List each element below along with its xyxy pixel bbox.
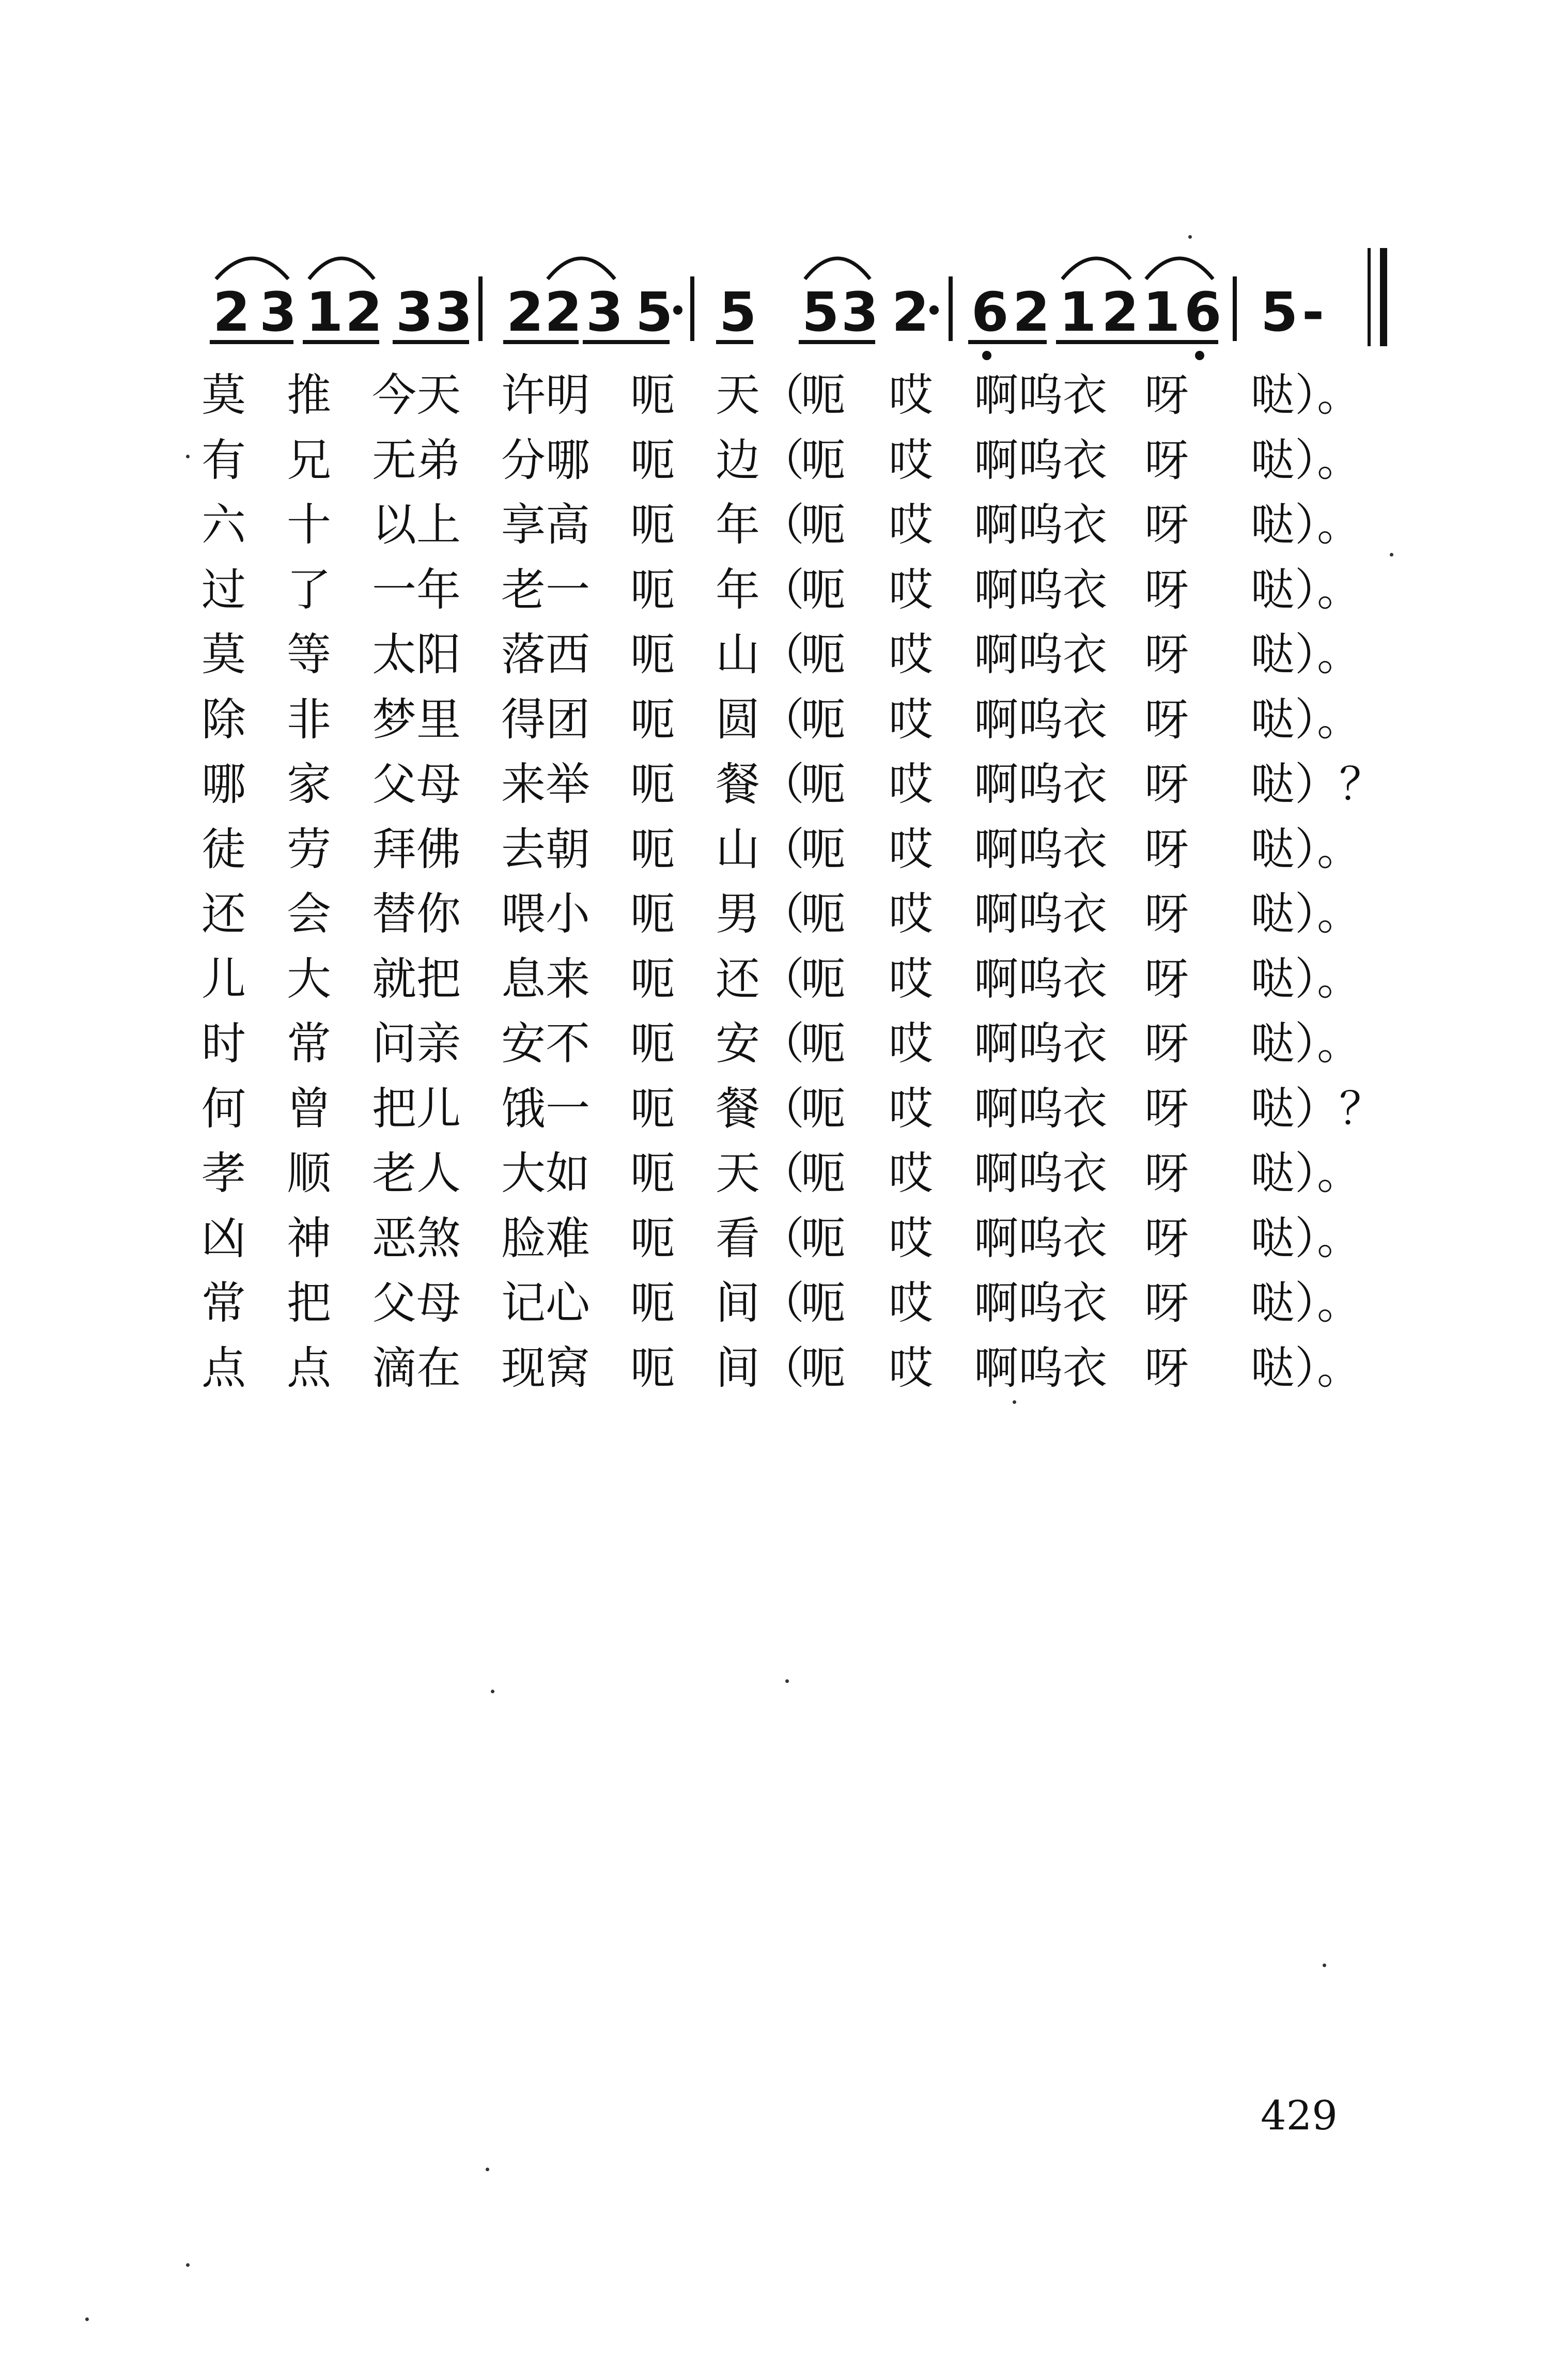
lyric-cell: 呃 — [801, 1083, 845, 1135]
lyric-cell: 呃 — [801, 694, 845, 746]
lyric-cell: 啊呜衣 — [974, 1083, 1107, 1135]
lyric-cell: 呃 — [630, 888, 675, 940]
lyric-cell: 把 — [287, 1277, 331, 1329]
lyric-cell: 呃 — [630, 824, 675, 875]
lyric-cell: 许明 — [501, 369, 590, 421]
lyric-cell: 把儿 — [372, 1083, 461, 1135]
scan-speck — [486, 2168, 489, 2171]
lyric-cell: 还 — [201, 888, 246, 940]
lyric-cell: 哎 — [889, 824, 933, 875]
lyric-cell: 呃 — [630, 369, 675, 421]
lyric-cell: 大如 — [501, 1148, 590, 1199]
note: 5 — [635, 281, 673, 344]
lyric-cell: 哎 — [889, 888, 933, 940]
lyric-cell: 圆（ — [716, 694, 804, 746]
lyric-cell: 啊呜衣 — [974, 1148, 1107, 1199]
lyric-cell: 哎 — [889, 953, 933, 1005]
lyric-cell: 享高 — [501, 499, 590, 551]
scan-speck — [1390, 553, 1393, 557]
lyric-cell: 呃 — [801, 953, 845, 1005]
lyric-cell: 六 — [201, 499, 246, 551]
lyric-cell: 家 — [287, 759, 331, 810]
lyric-cell: 呃 — [801, 629, 845, 681]
note: 5 — [1261, 281, 1298, 344]
lyric-cell: 哒）。 — [1250, 1018, 1361, 1070]
lyric-cell: 有 — [201, 435, 246, 486]
lyric-cell: 问亲 — [372, 1018, 461, 1070]
lyric-cell: 安不 — [501, 1018, 590, 1070]
lyric-cell: 呃 — [630, 1018, 675, 1070]
lyric-cell: 呃 — [630, 1277, 675, 1329]
lyric-cell: 餐（ — [716, 1083, 804, 1135]
lyric-cell: 呃 — [630, 499, 675, 551]
lyric-cell: 呃 — [801, 1277, 845, 1329]
lyric-cell: 呃 — [630, 1213, 675, 1264]
lyric-cell: 呀 — [1144, 1148, 1189, 1199]
lyric-cell: 哎 — [889, 629, 933, 681]
note: 2 — [892, 281, 929, 344]
lyric-cell: 得团 — [501, 694, 590, 746]
lyric-cell: 徒 — [201, 824, 246, 875]
lyric-cell: 哒）。 — [1250, 629, 1361, 681]
lyric-cell: 兄 — [287, 435, 331, 486]
lyric-cell: 顺 — [287, 1148, 331, 1199]
lyric-cell: 点 — [201, 1342, 246, 1394]
lyric-cell: 息来 — [501, 953, 590, 1005]
lyric-cell: 天（ — [716, 1148, 804, 1199]
lyric-cell: 啊呜衣 — [974, 499, 1107, 551]
note: 6 — [1184, 281, 1222, 344]
lyric-cell: 呀 — [1144, 1342, 1189, 1394]
lyric-cell: 呃 — [801, 1213, 845, 1264]
lyric-cell: 呀 — [1144, 953, 1189, 1005]
lyric-cell: 啊呜衣 — [974, 1213, 1107, 1264]
lyric-cell: 哒）。 — [1250, 499, 1361, 551]
lyric-cell: 滴在 — [372, 1342, 461, 1394]
lyric-cell: 啊呜衣 — [974, 1018, 1107, 1070]
lyric-cell: 非 — [287, 694, 331, 746]
lyric-cell: 哒）。 — [1250, 1148, 1361, 1199]
note: 3 — [435, 281, 473, 344]
note: 1 — [1059, 281, 1097, 344]
note: 6 — [971, 281, 1009, 344]
lyric-cell: 男（ — [716, 888, 804, 940]
lyric-cell: 莫 — [201, 629, 246, 681]
scan-speck — [186, 455, 190, 458]
lyric-cell: 呀 — [1144, 564, 1189, 616]
lyric-cell: 呃 — [801, 564, 845, 616]
lyric-cell: 莫 — [201, 369, 246, 421]
lyric-cell: 年（ — [716, 499, 804, 551]
lyric-cell: 呃 — [801, 1018, 845, 1070]
page-number: 429 — [1261, 2093, 1338, 2139]
note: 3 — [586, 281, 624, 344]
lyric-cell: 常 — [287, 1018, 331, 1070]
note: 1 — [306, 281, 344, 344]
lyric-cell: 呀 — [1144, 759, 1189, 810]
lyric-cell: 呀 — [1144, 499, 1189, 551]
lyric-cell: 年（ — [716, 564, 804, 616]
lyric-cell: 餐（ — [716, 759, 804, 810]
note: 3 — [259, 281, 297, 344]
lyric-cell: 哎 — [889, 1213, 933, 1264]
lyric-cell: 呃 — [801, 888, 845, 940]
lyric-cell: 哪 — [201, 759, 246, 810]
lyric-cell: 哎 — [889, 1148, 933, 1199]
lyric-cell: 啊呜衣 — [974, 824, 1107, 875]
lyric-cell: 点 — [287, 1342, 331, 1394]
lyric-cell: 呃 — [801, 824, 845, 875]
note: 3 — [396, 281, 433, 344]
lyric-cell: 哒）。 — [1250, 1277, 1361, 1329]
lyric-cell: 时 — [201, 1018, 246, 1070]
lyric-cell: 替你 — [372, 888, 461, 940]
lyric-cell: 安（ — [716, 1018, 804, 1070]
lyric-cell: 哎 — [889, 1083, 933, 1135]
lyric-cell: 老一 — [501, 564, 590, 616]
lyric-cell: 啊呜衣 — [974, 629, 1107, 681]
lyric-cell: 大 — [287, 953, 331, 1005]
lyric-cell: 呀 — [1144, 435, 1189, 486]
lyric-cell: 哒）。 — [1250, 369, 1361, 421]
lyric-cell: 落西 — [501, 629, 590, 681]
lyric-cell: 呀 — [1144, 1018, 1189, 1070]
lyric-cell: 哒）。 — [1250, 564, 1361, 616]
lyric-cell: 呃 — [801, 499, 845, 551]
lyric-cell: 哒）。 — [1250, 953, 1361, 1005]
lyric-cell: 间（ — [716, 1277, 804, 1329]
lyric-cell: 呃 — [630, 1342, 675, 1394]
note: 2 — [213, 281, 251, 344]
lyric-cell: 老人 — [372, 1148, 461, 1199]
lyric-cell: 呃 — [630, 694, 675, 746]
lyric-cell: 哒）。 — [1250, 694, 1361, 746]
note: 2 — [506, 281, 544, 344]
lyric-cell: 啊呜衣 — [974, 435, 1107, 486]
note: 2 — [545, 281, 582, 344]
lyric-cell: 啊呜衣 — [974, 953, 1107, 1005]
lyric-cell: 以上 — [372, 499, 461, 551]
lyric-cell: 哒）。 — [1250, 824, 1361, 875]
lyric-cell: 过 — [201, 564, 246, 616]
lyric-cell: 父母 — [372, 1277, 461, 1329]
lyric-cell: 哎 — [889, 369, 933, 421]
lyric-cell: 哎 — [889, 499, 933, 551]
lyric-cell: 劳 — [287, 824, 331, 875]
lyric-cell: 呃 — [630, 564, 675, 616]
lyric-cell: 哒）。 — [1250, 435, 1361, 486]
lyric-cell: 哒）？ — [1250, 1083, 1384, 1135]
lyric-cell: 啊呜衣 — [974, 888, 1107, 940]
note: - — [1302, 281, 1325, 344]
scan-speck — [1013, 1400, 1016, 1404]
lyric-cell: 呀 — [1144, 1083, 1189, 1135]
lyric-cell: 哒）？ — [1250, 759, 1384, 810]
lyric-cell: 无弟 — [372, 435, 461, 486]
lyric-cell: 呃 — [630, 953, 675, 1005]
lyric-cell: 梦里 — [372, 694, 461, 746]
lyric-cell: 脸难 — [501, 1213, 590, 1264]
note: 5 — [719, 281, 757, 344]
note: 1 — [1143, 281, 1181, 344]
lyric-cell: 一年 — [372, 564, 461, 616]
lyric-cell: 饿一 — [501, 1083, 590, 1135]
lyric-cell: 呀 — [1144, 1277, 1189, 1329]
scan-speck — [1188, 235, 1192, 239]
note: 5 — [802, 281, 840, 344]
lyric-cell: 山（ — [716, 629, 804, 681]
lyric-cell: 何 — [201, 1083, 246, 1135]
lyric-cell: 呀 — [1144, 694, 1189, 746]
lyric-cell: 哎 — [889, 435, 933, 486]
lyric-cell: 现窝 — [501, 1342, 590, 1394]
lyric-cell: 凶 — [201, 1213, 246, 1264]
lyric-cell: 恶煞 — [372, 1213, 461, 1264]
lyric-cell: 儿 — [201, 953, 246, 1005]
lyric-cell: 哎 — [889, 564, 933, 616]
lyric-cell: 啊呜衣 — [974, 369, 1107, 421]
lyric-cell: 哎 — [889, 1342, 933, 1394]
lyric-cell: 呃 — [630, 435, 675, 486]
lyric-cell: 山（ — [716, 824, 804, 875]
scan-speck — [186, 2263, 190, 2267]
lyric-cell: 拜佛 — [372, 824, 461, 875]
note: 2 — [1013, 281, 1050, 344]
lyric-cell: 除 — [201, 694, 246, 746]
lyric-cell: 就把 — [372, 953, 461, 1005]
lyric-cell: 哎 — [889, 694, 933, 746]
lyric-cell: 记心 — [501, 1277, 590, 1329]
lyric-cell: 哒）。 — [1250, 888, 1361, 940]
lyric-cell: 呀 — [1144, 629, 1189, 681]
lyric-cell: 了 — [287, 564, 331, 616]
lyric-cell: 呀 — [1144, 1213, 1189, 1264]
lyric-cell: 呃 — [801, 435, 845, 486]
lyric-cell: 看（ — [716, 1213, 804, 1264]
lyric-cell: 间（ — [716, 1342, 804, 1394]
lyric-cell: 哎 — [889, 1277, 933, 1329]
lyric-cell: 哎 — [889, 759, 933, 810]
lyric-cell: 啊呜衣 — [974, 694, 1107, 746]
lyric-cell: 常 — [201, 1277, 246, 1329]
lyric-cell: 太阳 — [372, 629, 461, 681]
lyric-cell: 还（ — [716, 953, 804, 1005]
note: 2 — [1101, 281, 1139, 344]
lyric-cell: 呃 — [630, 1148, 675, 1199]
lyric-cell: 边（ — [716, 435, 804, 486]
lyric-cell: 喂小 — [501, 888, 590, 940]
lyric-cell: 十 — [287, 499, 331, 551]
lyric-cell: 等 — [287, 629, 331, 681]
lyric-cell: 哒）。 — [1250, 1342, 1361, 1394]
lyric-cell: 呃 — [630, 629, 675, 681]
lyric-cell: 啊呜衣 — [974, 1342, 1107, 1394]
lyric-cell: 呃 — [801, 1342, 845, 1394]
lyric-cell: 呃 — [801, 1148, 845, 1199]
lyric-cell: 啊呜衣 — [974, 1277, 1107, 1329]
lyric-cell: 来举 — [501, 759, 590, 810]
lyric-cell: 哎 — [889, 1018, 933, 1070]
lyric-cell: 分哪 — [501, 435, 590, 486]
lyric-cell: 今天 — [372, 369, 461, 421]
lyric-cell: 啊呜衣 — [974, 564, 1107, 616]
scan-speck — [491, 1690, 494, 1693]
scan-speck — [1323, 1964, 1326, 1967]
lyric-cell: 呀 — [1144, 824, 1189, 875]
scan-speck — [785, 1679, 789, 1683]
lyric-cell: 神 — [287, 1213, 331, 1264]
scan-speck — [85, 2317, 89, 2321]
lyric-cell: 哒）。 — [1250, 1213, 1361, 1264]
lyric-cell: 会 — [287, 888, 331, 940]
lyric-cell: 呃 — [801, 369, 845, 421]
lyric-cell: 去朝 — [501, 824, 590, 875]
lyric-cell: 孝 — [201, 1148, 246, 1199]
lyric-cell: 曾 — [287, 1083, 331, 1135]
lyric-cell: 呃 — [801, 759, 845, 810]
lyric-cell: 天（ — [716, 369, 804, 421]
lyric-cell: 呀 — [1144, 888, 1189, 940]
lyric-cell: 推 — [287, 369, 331, 421]
lyric-cell: 呀 — [1144, 369, 1189, 421]
lyric-cell: 呃 — [630, 1083, 675, 1135]
note: 2 — [345, 281, 383, 344]
lyric-cell: 父母 — [372, 759, 461, 810]
lyric-cell: 啊呜衣 — [974, 759, 1107, 810]
note: 3 — [841, 281, 879, 344]
lyric-cell: 呃 — [630, 759, 675, 810]
